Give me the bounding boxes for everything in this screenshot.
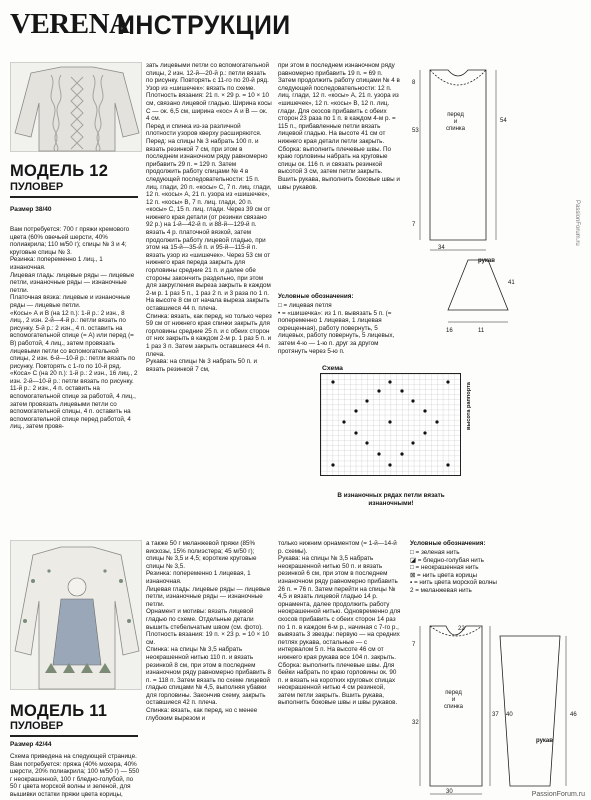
- knitting-chart-grid: [321, 374, 460, 475]
- model12-instructions-col2: зать лицевыми петли со вспомогательной спицы, 2 изн. 12-й—20-й р.: петли вязать по рисунку. Повторять с 11-го по 20-й ряд. Узор из «шишечек»: вязать по схеме. Плотность вязания: 21 п. × 29 р. = 10 × 10 см, связано лицевой гладью. Ширина косы С — ок. 6,5 см, ширина «кос» А и В — ок. 4 см. Перед и спинка из-за различной плотности узоров кверху расширяются. Перед: на спицы № 3 набрать 100 п. и вязать резинкой 7 см, при этом в последнем изнаночном ряду равномерно прибавить 29 п. = 129 п. Затем продолжить работу спицами № 4 в следующей последовательности: 15 п. лиц. глади, 20 п. «косы» С, 7 п. лиц. глади, 12 п. «косы» А, 21 п. узора из «шишечек», 12 п. «косы» В, 7 п. лиц. глади, 20 п. «косы» С, 15 п. лиц. глади. Через 39 см от нижнего края детали (от резинки связано 92 р.) на 1-й—42-й п. и 88-й—129-й п. вязать 4 р. платочной вязкой, затем продолжить работу лицевой гладью, при этом на 15-й—35-й п. и 95-й—115-й п. вязать узор из «шишечек». Через 53 см от нижнего края переда закрыть для горловины средние 21 п. и далее обе стороны закончить раздельно, при этом для закругления выреза закрыть в каждом 2-м р. 1 раз 5 п., 1 раз 2 п. и 3 раза по 1 п. На высоте 8 см от начала выреза закрыть оставшиеся 44 п. плеча. Спинка: вязать, как перед, но только через 59 см от нижнего края спинки закрыть для горловины средние 25 п. и с обеих сторон от них закрыть в каждом 2-м р. 1 раз 5 п. и 1 раз 3 п. Затем закрыть оставшиеся 44 п. плеча. Рукава: на спицы № 3 набрать 50 п. и вязать резинкой 7 см,: [146, 62, 272, 373]
- model12-dim-3: 8: [412, 80, 416, 86]
- model12-dim-6: 41: [508, 280, 515, 286]
- model11-instructions-col2: а также 50 г меланжевой пряжи (85% вискозы, 15% полиэстера; 45 м/50 г); спицы № 3,5 и 4,5; короткие круговые спицы № 3,5. Резинка: попеременно 1 лицевая, 1 изнаночная. Лицевая гладь: лицевые ряды — лицевые петли, изнаночные ряды — изнаночные петли. Орнамент и мотивы: вязать лицевой гладью по схеме. Отдельные детали вышить стебельчатым швом (см. фото). Плотность вязания: 19 п. × 23 р. = 10 × 10 см. Спинка: на спицы № 3,5 набрать неокрашенной нитью 110 п. и вязать резинкой 8 см, при этом в последнем изнаночном ряду равномерно прибавить 8 п. = 118 п. Затем вязать по схеме лицевой гладью спицами № 4,5, выполняя убавки для горловины. Закончив схему, закрыть оставшиеся 42 п. плеча. Спинка: вязать, как перед, но с менее глубоким вырезом и: [146, 540, 272, 722]
- model11-title: МОДЕЛЬ 11: [10, 702, 108, 720]
- schema-note: В изнаночных рядах петли вязать изнаночными!: [337, 492, 445, 507]
- model12-dim-4: 7: [412, 222, 416, 228]
- model11-dim-7: 30: [446, 789, 453, 795]
- model12-instructions-col1: Вам потребуется: 700 г пряжи кремового цвета (60% овечьей шерсти, 40% полиакрила; 110 м/50 г); спицы № 3 и 4; круговые спицы № 3. Резинка: попеременно 1 лиц., 1 изнаночная. Лицевая гладь: лицевые ряды — лицевые петли, изнаночные ряды — изнаночные петли. Платочная вязка: лицевые и изнаночные ряды — лицевые петли. «Косы» А и В (на 12 п.): 1-й р.: 2 изн., 8 лиц., 2 изн. 2-й—4-й р.: петли вязать по рисунку. 5-й р.: 2 изн., 4 п. оставить на вспомогательной спице (= А) или перед (= В) работой, 4 лиц., затем провязать лицевыми петли со вспомогательной спицы, 2 изн. 6-й—10-й р.: петли вязать по рисунку. Повторять с 1-го по 10-й ряд. «Коса» С (на 20 п.): 1-й р.: 2 изн., 16 лиц., 2 изн. 2-й—10-й р.: петли вязать по рисунку. 11-й р.: 2 изн., 4 п. оставить на вспомогательной спице за работой, 4 лиц., затем провязать лицевыми петли со вспомогательной спицы, 4 п. оставить на вспомогательной спице перед работой, 4 лиц., затем провя-: [10, 226, 138, 431]
- model12-dim-1: 53: [412, 128, 419, 134]
- sweater-illustration: [11, 63, 143, 153]
- model12-dim-2: 54: [500, 118, 507, 124]
- page-title: ИНСТРУКЦИИ: [117, 10, 291, 40]
- model12-photo: [10, 62, 142, 152]
- model11-legend: □ = зеленая нить ◪ = бледно-голубая нить □ = неокрашенная нить ⊠ = нить цвета корицы ▪ = нить цвета морской волны 2 = меланжевая нить: [410, 549, 497, 594]
- model12-sleeve-label: рукав: [478, 258, 495, 264]
- model12-dim-5: 34: [438, 245, 445, 251]
- side-watermark: PassionForum.ru: [574, 200, 580, 246]
- model12-legend-title: Условные обозначения:: [278, 293, 354, 300]
- model12-dim-7: 16: [446, 328, 453, 334]
- model12-instructions-col3: при этом в последнем изнаночном ряду равномерно прибавить 19 п. = 69 п. Затем продолжить работу спицами № 4 в следующей последовательности: 12 п. лиц. глади, 12 п. «косы» А, 21 п. узора из «шишечек», 12 п. «косы» В, 12 п. лиц. глади. Для скосов прибавить с обеих сторон 23 раза по 1 п. в каждом 4-м р. = 115 п., прибавленные петли вязать лицевой гладью. На высоте 41 см от нижнего края детали петли закрыть. Сборка: выполнить плечевые швы. По краю горловины набрать на круговые спицы ок. 116 п. и связать резинкой высотой 3 см, затем петли закрыть. Вшить рукава, выполнить боковые швы и швы рукавов.: [278, 62, 400, 191]
- model11-legend-title: Условные обозначения:: [410, 540, 486, 547]
- model12-legend: □ = лицевая петля • = «шишечка»: из 1 п. вывязать 5 п. (= попеременно 1 лицевая, 1 лицевая скрещенная), работу повернуть, 5 лицевых, работу повернуть, 5 лицевых, затем 4-ю — 1-ю п. друг за другом протянуть через 5-ю п.: [278, 302, 395, 355]
- brand-logo: VERENA: [10, 8, 130, 40]
- model11-size: Размер 42/44: [10, 741, 52, 748]
- model11-sleeve-label: рукав: [536, 738, 553, 744]
- model11-dim-4: 37: [492, 712, 499, 718]
- model11-front-back-label: перед и спинка: [444, 690, 464, 710]
- model11-photo: [10, 540, 142, 690]
- model11-dim-2: 7: [412, 642, 416, 648]
- model12-title: МОДЕЛЬ 12: [10, 162, 109, 180]
- model12-front-back-label: перед и спинка: [446, 112, 466, 132]
- knitting-chart: [320, 373, 461, 476]
- model11-instructions-col3: только нижним орнаментом (= 1-й—14-й р. схемы). Рукава: на спицы № 3,5 набрать неокрашенной нитью 50 п. и вязать резинкой 6 см, при этом в последнем изнаночном ряду равномерно прибавить 26 п. = 76 п. Затем перейти на спицы № 4,5 и вязать лицевой гладью 14 р. орнамента, далее продолжить работу неокрашенной нитью. Одновременно для скосов прибавить с обеих сторон 14 раз по 1 п. в каждом 6-м р., начиная с 7-го р., вывязать 3 звезды: первую — на средних петлях рукава, остальные — с интервалом 5 п. На высоте 46 см от нижнего края рукава все 104 п. закрыть. Сборка: выполнить плечевые швы. Для бейки набрать по краю горловины ок. 90 п. и вязать на коротких круговых спицах неокрашенной нитью 4 см резинкой, затем петли закрыть. Вшить рукава, выполнить боковые швы и швы рукавов.: [278, 540, 401, 707]
- model11-subtitle: ПУЛОВЕР: [10, 720, 64, 732]
- model11-dim-5: 40: [506, 712, 513, 718]
- model12-size: Размер 38/40: [10, 206, 52, 213]
- model11-title-rule: [10, 735, 138, 737]
- model12-dim-8: 11: [478, 328, 485, 334]
- schema-title: Схема: [322, 365, 343, 372]
- footer-watermark: PassionForum.ru: [531, 791, 585, 798]
- model12-pattern-schematic: [408, 60, 584, 350]
- model12-title-rule: [10, 196, 138, 198]
- sweater-illustration-2: [11, 541, 143, 691]
- rapport-height-label: высота раппорта: [466, 382, 472, 430]
- model11-instructions-col1: Схема приведена на следующей странице. Вам потребуется: пряжа (40% мохера, 40% шерсти, 20% полиакрила; 100 м/50 г) — 550 г неокрашенной, 100 г бледно-голубой, по 50 г цвета морской волны и зеленой, для вышивки остатки пряжи цвета корицы,: [10, 753, 140, 798]
- model11-dim-3: 32: [412, 720, 419, 726]
- model11-pattern-schematic: [410, 616, 586, 798]
- model12-subtitle: ПУЛОВЕР: [10, 181, 64, 193]
- model11-dim-1: 22: [458, 626, 465, 632]
- model11-dim-6: 46: [570, 712, 577, 718]
